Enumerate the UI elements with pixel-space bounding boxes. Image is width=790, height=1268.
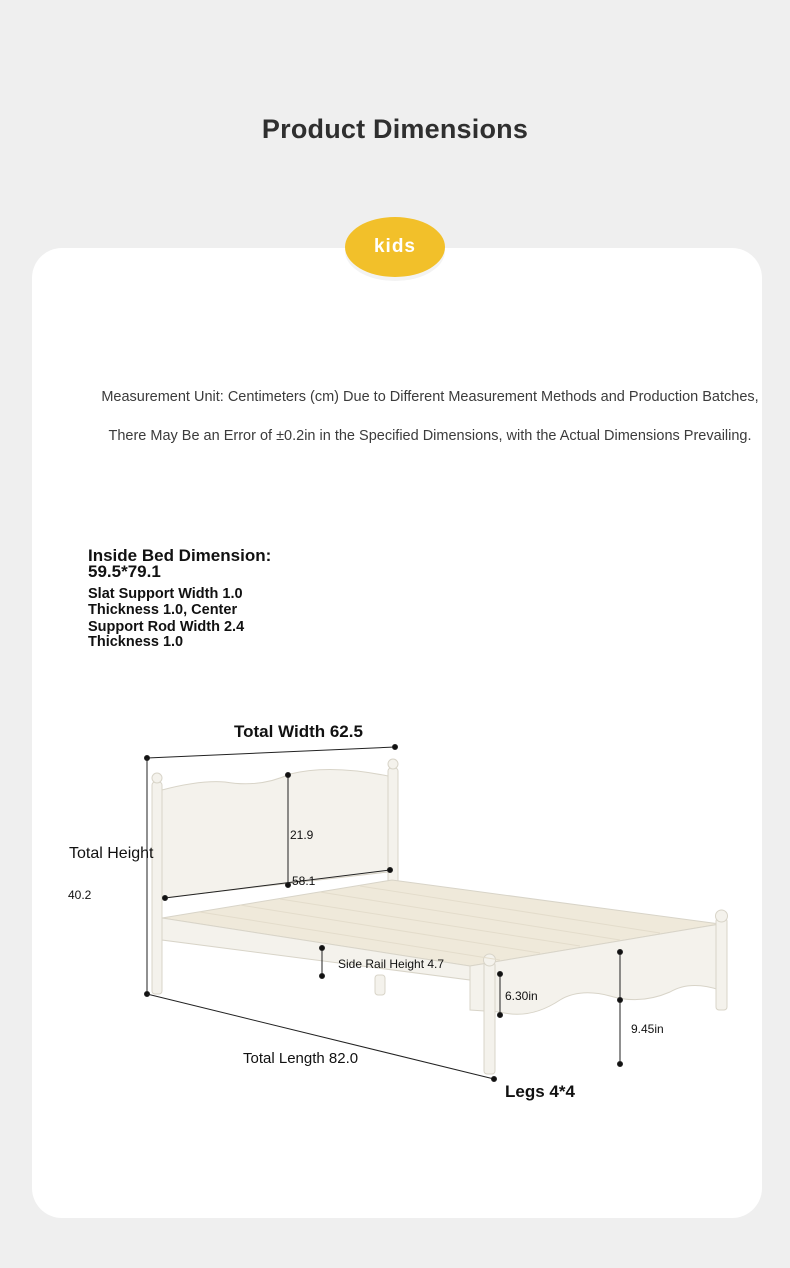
measurement-note-line-2: There May Be an Error of ±0.2in in the Specified Dimensions, with the Actual Dimensions Prevailing.	[108, 428, 752, 444]
rail-drop-label: 6.30in	[505, 989, 538, 1003]
head-post-left	[152, 782, 162, 994]
inside-dimension-title: Inside Bed Dimension:	[88, 546, 272, 565]
total-height-value: 40.2	[68, 888, 92, 902]
leg-clearance-label: 9.45in	[631, 1022, 664, 1036]
headboard-height-label: 21.9	[290, 828, 314, 842]
total-length-label: Total Length 82.0	[243, 1050, 359, 1067]
post-finial	[388, 759, 398, 769]
total-height-label: Total Height	[69, 845, 154, 862]
page-title: Product Dimensions	[261, 114, 529, 144]
post-finial	[716, 910, 728, 922]
headboard-width-label: 58.1	[292, 874, 316, 888]
foot-post-left	[484, 962, 495, 1074]
legs-label: Legs 4*4	[505, 1082, 575, 1101]
post-finial	[484, 954, 496, 966]
kids-badge: kids	[345, 217, 445, 277]
spec-line: Thickness 1.0	[88, 634, 184, 650]
side-rail-label: Side Rail Height 4.7	[338, 957, 445, 971]
inside-dimension-value: 59.5*79.1	[88, 562, 161, 581]
spec-line: Support Rod Width 2.4	[88, 619, 245, 635]
spec-line: Thickness 1.0, Center	[88, 602, 238, 618]
foot-post-right	[716, 918, 727, 1010]
post-finial	[152, 773, 162, 783]
spec-line: Slat Support Width 1.0	[88, 586, 243, 602]
total-width-label: Total Width 62.5	[234, 722, 363, 741]
headboard-panel	[162, 769, 388, 898]
measurement-note-line-1: Measurement Unit: Centimeters (cm) Due to Different Measurement Methods and Production Batches,	[101, 389, 759, 405]
center-leg	[375, 975, 385, 995]
